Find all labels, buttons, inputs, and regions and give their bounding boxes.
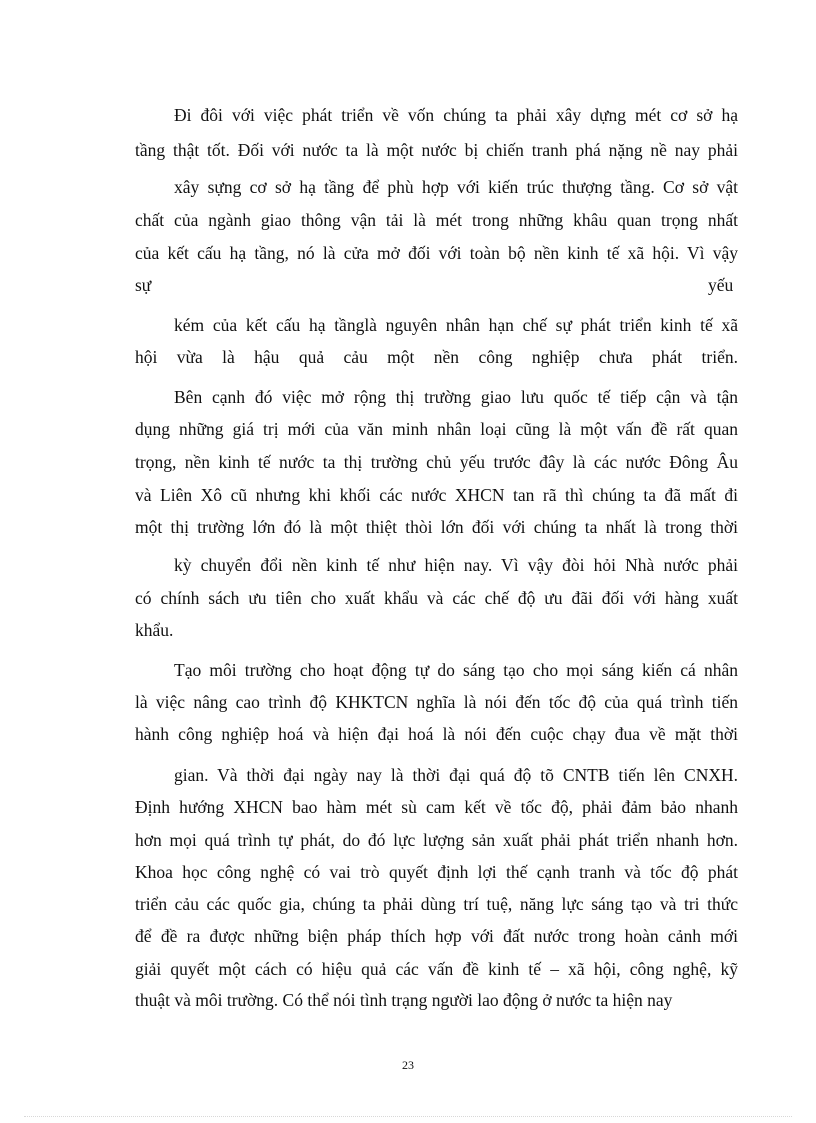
paragraph-line: là việc nâng cao trình độ KHKTCN nghĩa là nói đến tốc độ của quá trình tiến: [135, 692, 738, 712]
paragraph-line: sự: [135, 275, 152, 295]
paragraph-line: hơn mọi quá trình tự phát, do đó lực lượng sản xuất phải phát triển nhanh hơn.: [135, 830, 738, 850]
paragraph-line: tầng thật tốt. Đối với nước ta là một nước bị chiến tranh phá nặng nề nay phải: [135, 140, 738, 160]
paragraph-line: một thị trường lớn đó là một thiệt thòi lớn đối với chúng ta nhất là trong thời: [135, 517, 738, 537]
paragraph-line: gian. Và thời đại ngày nay là thời đại quá độ tõ CNTB tiến lên CNXH.: [174, 765, 738, 785]
paragraph-line: Đi đôi với việc phát triển về vốn chúng ta phải xây dựng mét cơ sở hạ: [174, 105, 738, 125]
paragraph-line: giải quyết một cách có hiệu quả các vấn đề kinh tế – xã hội, công nghệ, kỹ: [135, 959, 738, 979]
paragraph-line: triển cảu các quốc gia, chúng ta phải dùng trí tuệ, năng lực sáng tạo và tri thức: [135, 894, 738, 914]
paragraph-line: của kết cấu hạ tầng, nó là cửa mở đối với toàn bộ nền kinh tế xã hội. Vì vậy: [135, 243, 738, 263]
paragraph-line: Định hướng XHCN bao hàm mét sù cam kết về tốc độ, phải đảm bảo nhanh: [135, 797, 738, 817]
paragraph-line: Khoa học công nghệ có vai trò quyết định lợi thế cạnh tranh và tốc độ phát: [135, 862, 738, 882]
paragraph-line: khẩu.: [135, 620, 174, 640]
paragraph-line: Bên cạnh đó việc mở rộng thị trường giao lưu quốc tế tiếp cận và tận: [174, 387, 738, 407]
paragraph-line: chất của ngành giao thông vận tải là mét trong những khâu quan trọng nhất: [135, 210, 738, 230]
paragraph-line: và Liên Xô cũ nhưng khi khối các nước XHCN tan rã thì chúng ta đã mất đi: [135, 485, 738, 505]
paragraph-line: để đề ra được những biện pháp thích hợp với đất nước trong hoàn cảnh mới: [135, 926, 738, 946]
paragraph-line: hành công nghiệp hoá và hiện đại hoá là nói đến cuộc chạy đua về mặt thời: [135, 724, 738, 744]
paragraph-line: trọng, nền kinh tế nước ta thị trường chủ yếu trước đây là các nước Đông Âu: [135, 452, 738, 472]
paragraph-line: dụng những giá trị mới của văn minh nhân loại cũng là một vấn đề rất quan: [135, 419, 738, 439]
paragraph-line: có chính sách ưu tiên cho xuất khẩu và các chế độ ưu đãi đối với hàng xuất: [135, 588, 738, 608]
page-number: 23: [402, 1058, 414, 1072]
paragraph-line: hội vừa là hậu quả cảu một nền công nghiệp chưa phát triển.: [135, 347, 738, 367]
paragraph-line: kém của kết cấu hạ tầnglà nguyên nhân hạn chế sự phát triển kinh tế xã: [174, 315, 738, 335]
paragraph-line: kỳ chuyển đổi nền kinh tế như hiện nay. Vì vậy đòi hỏi Nhà nước phải: [174, 555, 738, 575]
paragraph-line: xây sựng cơ sở hạ tầng để phù hợp với kiến trúc thượng tầng. Cơ sở vật: [174, 177, 738, 197]
paragraph-line: yếu: [708, 275, 734, 295]
footer-divider: [24, 1116, 792, 1117]
paragraph-line: thuật và môi trường. Có thể nói tình trạng người lao động ở nước ta hiện nay: [135, 990, 673, 1010]
paragraph-line: Tạo môi trường cho hoạt động tự do sáng tạo cho mọi sáng kiến cá nhân: [174, 660, 738, 680]
